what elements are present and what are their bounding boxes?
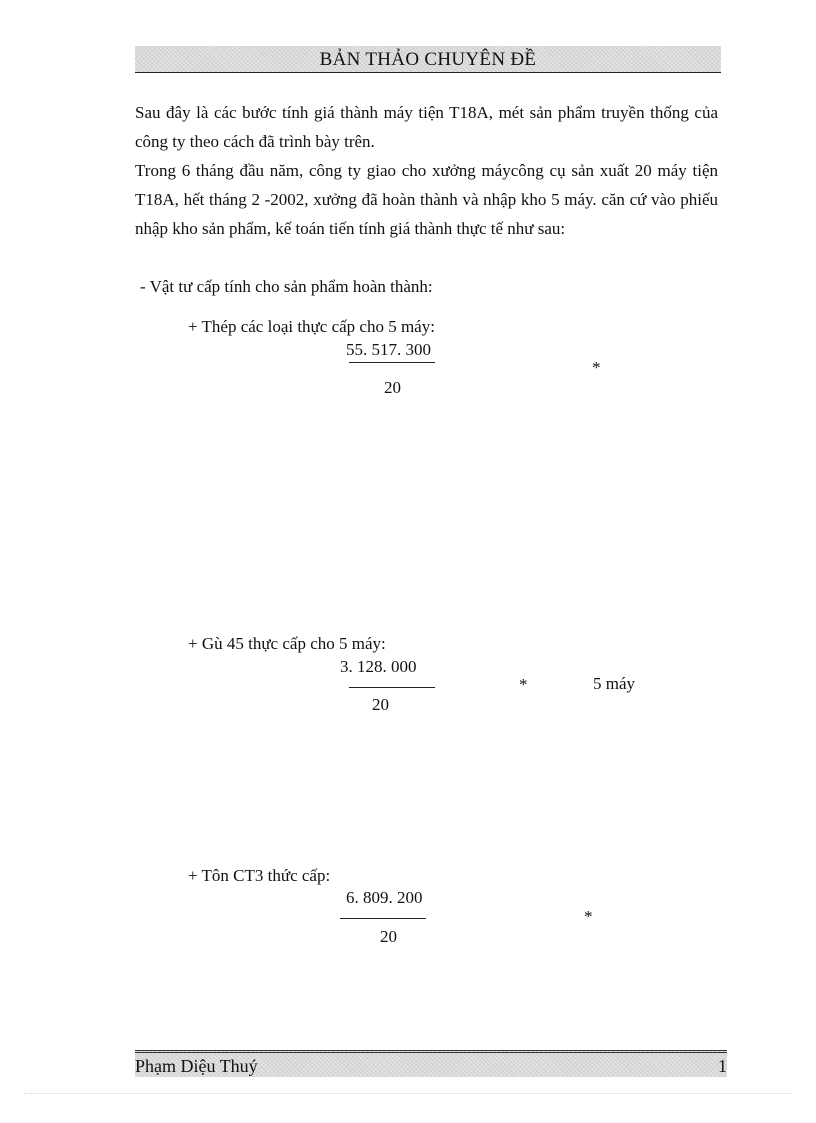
item-gu45-fraction-bar: [349, 687, 435, 688]
page-header: [135, 46, 721, 73]
item-steel-operator: *: [592, 358, 601, 377]
item-ct3-fraction-bar: [340, 918, 426, 919]
item-steel-label: + Thép các loại thực cấp cho 5 máy:: [188, 317, 435, 336]
header-title: BẢN THẢO CHUYÊN ĐỀ: [319, 49, 537, 70]
item-steel-numerator: 55. 517. 300: [346, 340, 431, 359]
item-ct3-operator: *: [584, 907, 593, 926]
footer-author: Phạm Diệu Thuý: [135, 1056, 258, 1076]
item-gu45-numerator: 3. 128. 000: [340, 657, 417, 676]
item-gu45-tail: 5 máy: [593, 674, 636, 693]
item-ct3-numerator: 6. 809. 200: [346, 888, 423, 907]
paragraph-materials: - Vật tư cấp tính cho sản phẩm hoàn thành:: [140, 277, 433, 296]
item-steel-denominator: 20: [384, 378, 401, 397]
item-ct3-denominator: 20: [380, 927, 397, 946]
paragraph-intro: Sau đây là các bước tính giá thành máy tiện T18A, mét sản phẩm truyền thống của công ty theo cách đã trình bày trên.: [135, 103, 718, 151]
page-bottom-border: [24, 1093, 792, 1094]
item-steel-fraction-bar: [349, 362, 435, 363]
item-gu45-operator: *: [519, 675, 528, 694]
paragraph-context: Trong 6 tháng đầu năm, công ty giao cho xưởng máycông cụ sản xuất 20 máy tiện T18A, hết tháng 2 -2002, xưởng đã hoàn thành và nhập kho 5 máy. căn cứ vào phiếu nhập kho sản phẩm, kế toán tiến tính giá thành thực tế như sau:: [135, 161, 718, 238]
page-footer: [135, 1050, 727, 1077]
item-gu45-label: + Gù 45 thực cấp cho 5 máy:: [188, 634, 386, 653]
item-ct3-label: + Tôn CT3 thức cấp:: [188, 866, 331, 885]
page-number: 1: [718, 1056, 727, 1076]
item-gu45-denominator: 20: [372, 695, 389, 714]
